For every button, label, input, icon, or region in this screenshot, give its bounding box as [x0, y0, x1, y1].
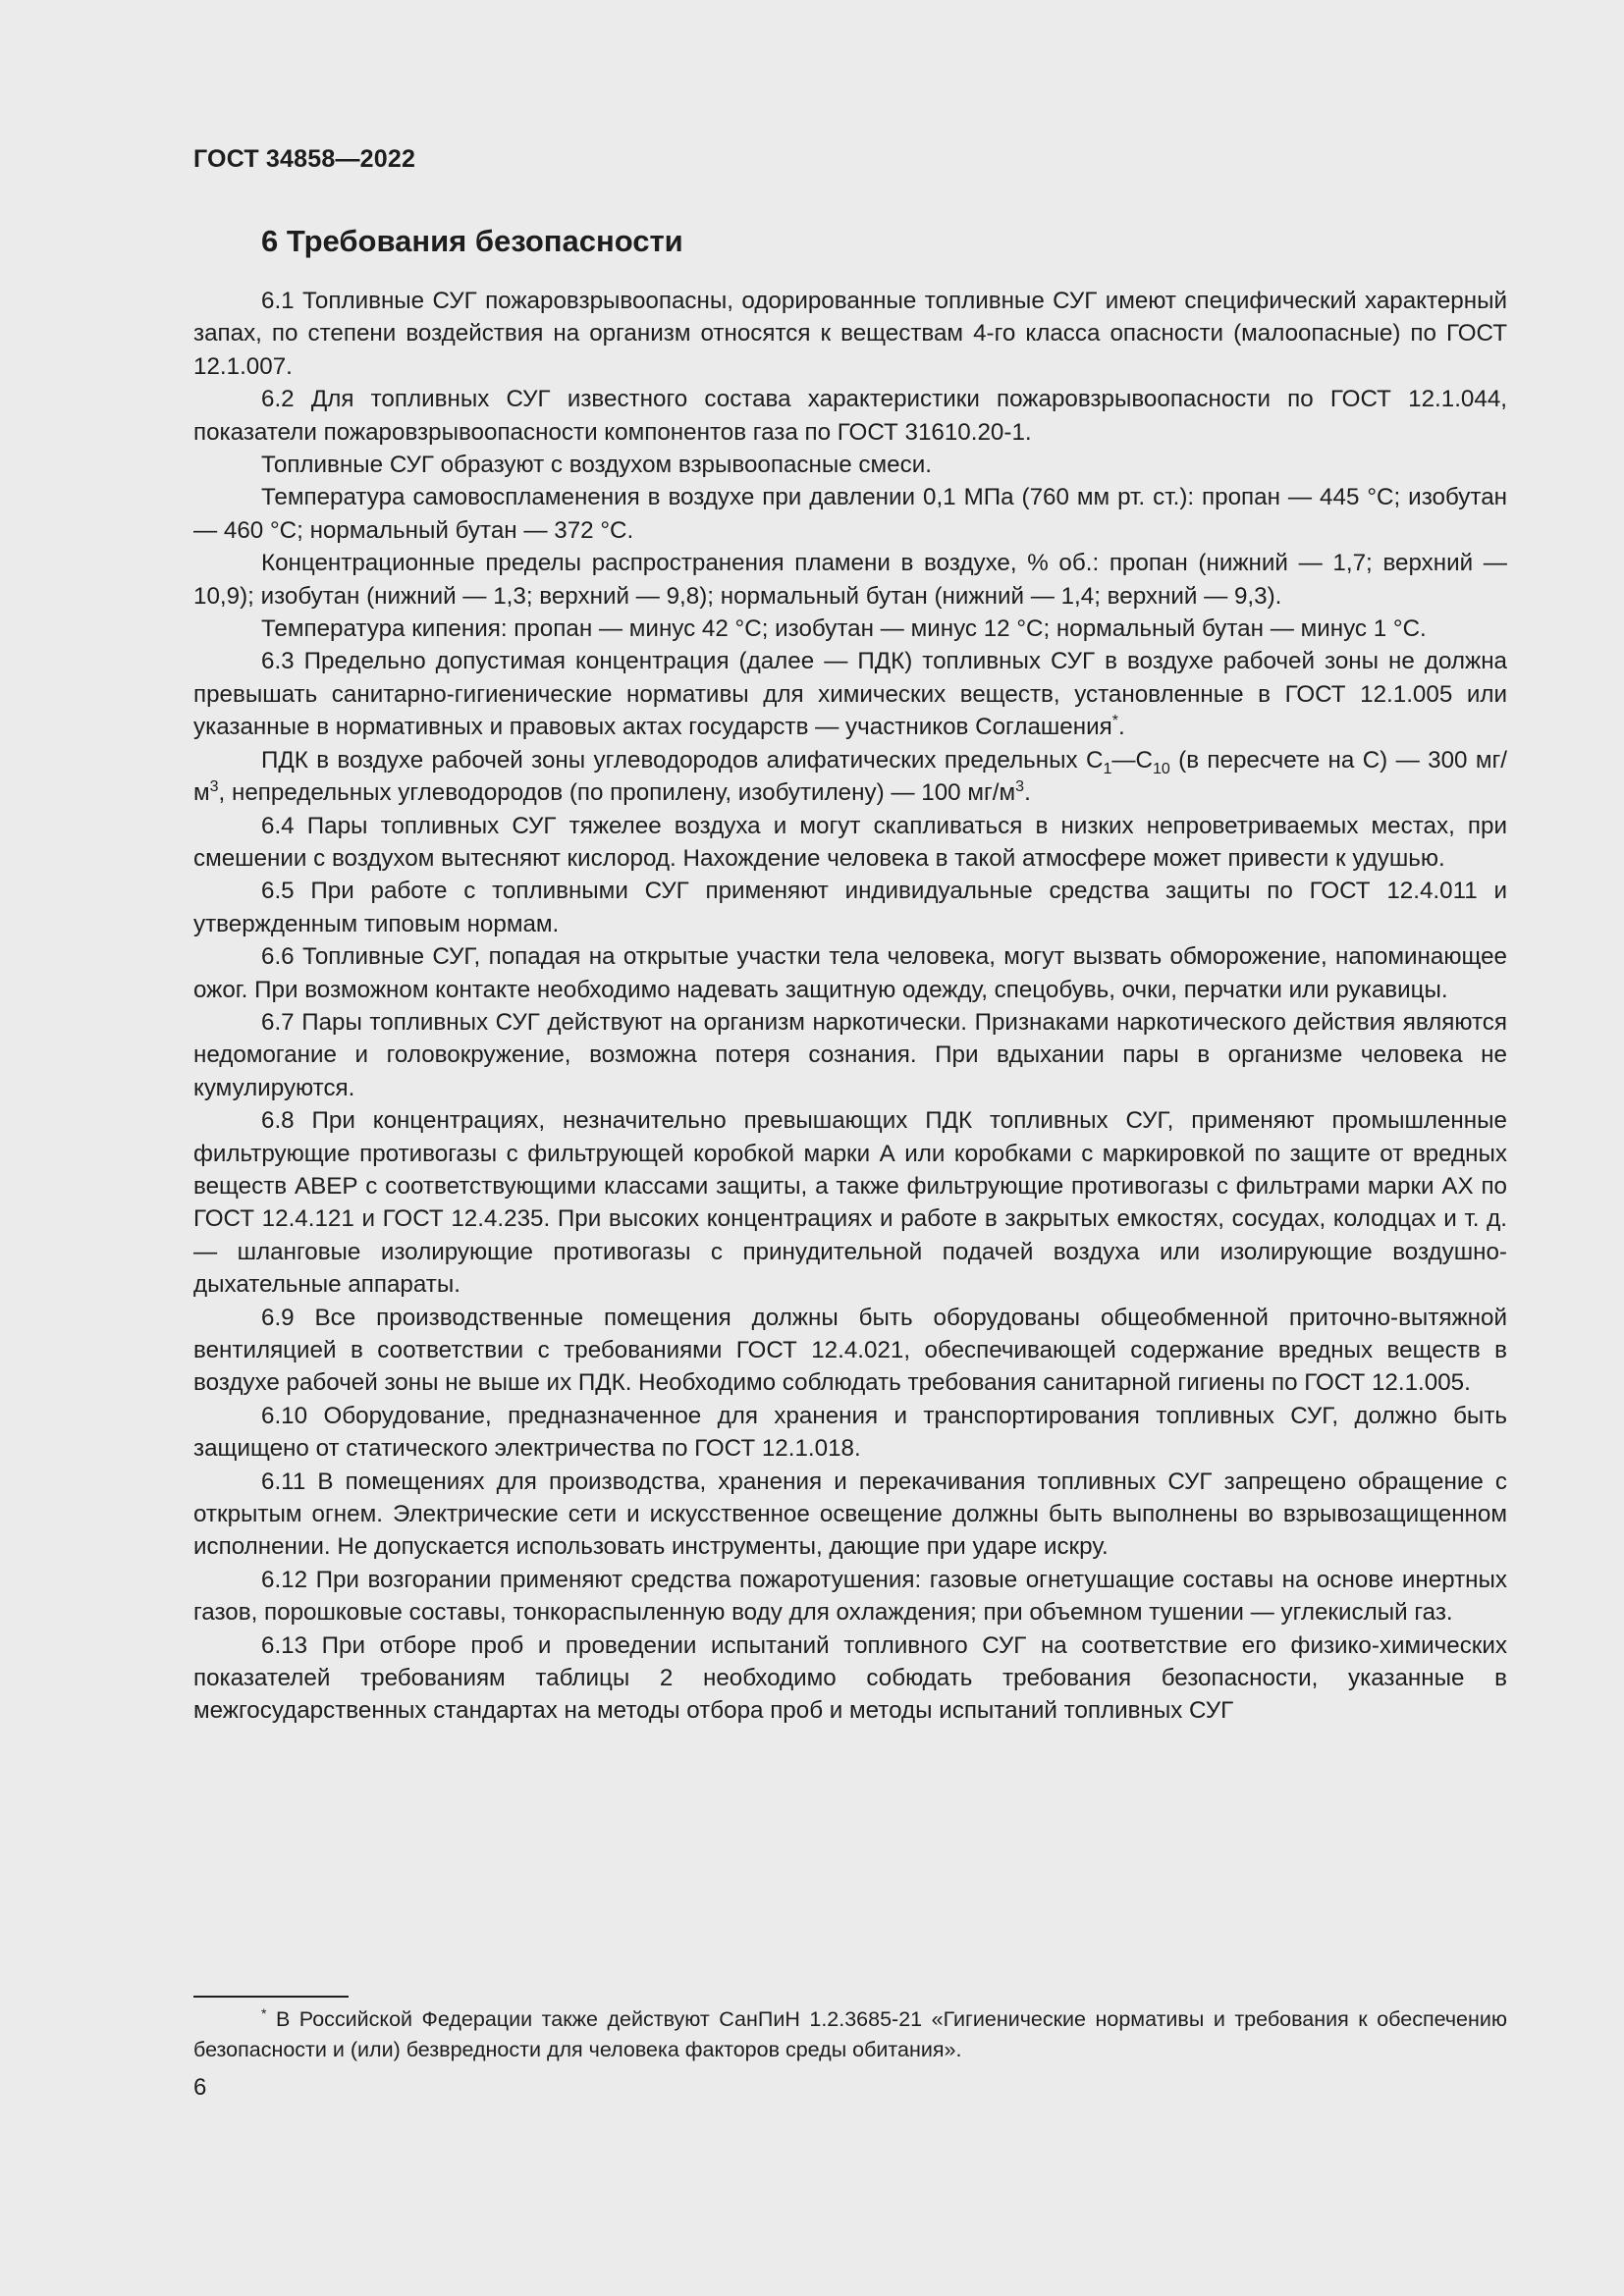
paragraph-6-12: 6.12 При возгорании применяют средства пожаротушения: газовые огнетушащие составы на основе инертных газов, порошковые составы, тонкораспыленную воду для охлаждения; при объемном тушении — углекислый газ.	[193, 1566, 1507, 1627]
page-number: 6	[193, 2074, 207, 2101]
paragraph-6-9: 6.9 Все производственные помещения должны быть оборудованы общеобменной приточно-вытяжной вентиляцией в соответствии с требованиями ГОСТ 12.4.021, обеспечивающей содержание вредных веществ в воздухе рабочей зоны не выше их ПДК. Необходимо соблюдать требования санитарной гигиены по ГОСТ 12.1.005.	[193, 1304, 1507, 1397]
paragraph-6-3	[193, 645, 1507, 743]
paragraph-6-11: 6.11 В помещениях для производства, хранения и перекачивания топливных СУГ запрещено обращение с открытым огнем. Электрические сети и искусственное освещение должны быть выполнены во взрывозащищенном исполнении. Не допускается использовать инструменты, дающие при ударе искру.	[193, 1468, 1507, 1561]
footnote	[193, 2004, 1507, 2065]
subscript: 1	[1103, 760, 1112, 777]
superscript: 3	[1015, 778, 1025, 796]
superscript: 3	[209, 778, 219, 796]
paragraph-6-10: 6.10 Оборудование, предназначенное для хранения и транспортирования топливных СУГ, должно быть защищено от статического электричества по ГОСТ 12.1.018.	[193, 1402, 1507, 1463]
pdk-text-part: (в пересчете на С) — 300 мг/м	[193, 746, 1507, 807]
subscript: 10	[1153, 760, 1170, 777]
footnote-text: В Российской Федерации также действуют СанПиН 1.2.3685-21 «Гигиенические нормативы и требования к обеспечению безопасности и (или) безвредности для человека факторов среды обитания».	[193, 2007, 1507, 2061]
paragraph-6-5: 6.5 При работе с топливными СУГ применяют индивидуальные средства защиты по ГОСТ 12.4.011 и утвержденным типовым нормам.	[193, 878, 1507, 937]
paragraph-6-8: 6.8 При концентрациях, незначительно превышающих ПДК топливных СУГ, применяют промышленные фильтрующие противогазы с фильтрующей коробкой марки А или коробками с маркировкой по защите от вредных веществ АВЕР с соответствующими классами защиты, а также фильтрующие противогазы с фильтрами марки АХ по ГОСТ 12.4.121 и ГОСТ 12.4.235. При высоких концентрациях и работе в закрытых емкостях, сосудах, колодцах и т. д. — шланговые изолирующие противогазы с принудительной подачей воздуха или изолирующие воздушно-дыхательные аппараты.	[193, 1107, 1507, 1299]
footnote-text-block	[193, 2004, 1507, 2065]
document-code: ГОСТ 34858—2022	[193, 145, 416, 173]
pdk-text-part: —С	[1111, 746, 1153, 774]
paragraph-6-3-end: .	[1117, 714, 1125, 741]
footnote-mark: *	[261, 2004, 267, 2021]
paragraph-6-7: 6.7 Пары топливных СУГ действуют на организм наркотически. Признаками наркотического действия являются недомогание и головокружение, возможна потеря сознания. При вдыхании пары в организме человека не кумулируются.	[193, 1008, 1507, 1101]
section-title: 6 Требования безопасности	[261, 224, 683, 258]
paragraph-boiling-temperature: Температура кипения: пропан — минус 42 °С; изобутан — минус 12 °С; нормальный бутан — минус 1 °С.	[261, 615, 1427, 643]
pdk-text-part: .	[1024, 779, 1031, 807]
paragraph-6-6: 6.6 Топливные СУГ, попадая на открытые участки тела человека, могут вызвать обморожение, напоминающее ожог. При возможном контакте необходимо надевать защитную одежду, спецобувь, очки, перчатки или рукавицы.	[193, 943, 1507, 1003]
paragraph-autoignition-temperature: Температура самовоспламенения в воздухе при давлении 0,1 МПа (760 мм рт. ст.): пропан — 445 °С; изобутан — 460 °С; нормальный бутан — 372 °С.	[193, 484, 1507, 544]
footnote-reference: *	[1111, 713, 1118, 730]
paragraph-explosive-mixtures: Топливные СУГ образуют с воздухом взрывоопасные смеси.	[261, 452, 932, 479]
paragraph-flammability-limits: Концентрационные пределы распространения пламени в воздухе, % об.: пропан (нижний — 1,7; верхний — 10,9); изобутан (нижний — 1,3; верхний — 9,8); нормальный бутан (нижний — 1,4; верхний — 9,3).	[193, 550, 1507, 610]
pdk-text-part: ПДК в воздухе рабочей зоны углеводородов алифатических предельных С	[261, 746, 1104, 774]
paragraph-6-2: 6.2 Для топливных СУГ известного состава характеристики пожаровзрывоопасности по ГОСТ 12.1.044, показатели пожаровзрывоопасности компонентов газа по ГОСТ 31610.20-1.	[193, 386, 1507, 446]
paragraph-6-1: 6.1 Топливные СУГ пожаровзрывоопасны, одорированные топливные СУГ имеют специфический характерный запах, по степени воздействия на организм относятся к веществам 4-го класса опасности (малоопасные) по ГОСТ 12.1.007.	[193, 288, 1507, 380]
paragraph-6-13: 6.13 При отборе проб и проведении испытаний топливного СУГ на соответствие его физико-химических показателей требованиям таблицы 2 необходимо собюдать требования безопасности, указанные в межгосударственных стандартах на методы отбора проб и методы испытаний топливных СУГ	[193, 1631, 1507, 1725]
pdk-text-part: , непредельных углеводородов (по пропилену, изобутилену) — 100 мг/м	[218, 779, 1016, 807]
paragraph-pdk-values	[193, 744, 1507, 810]
paragraph-6-4: 6.4 Пары топливных СУГ тяжелее воздуха и могут скапливаться в низких непроветриваемых местах, при смешении с воздухом вытесняют кислород. Нахождение человека в такой атмосфере может привести к удушью.	[193, 812, 1507, 872]
paragraph-6-3-text: 6.3 Предельно допустимая концентрация (далее — ПДК) топливных СУГ в воздухе рабочей зоны не должна превышать санитарно-гигиенические нормативы для химических веществ, установленные в ГОСТ 12.1.005 или указанные в нормативных и правовых актах государств — участников Соглашения	[193, 648, 1507, 741]
section-body	[193, 285, 1507, 1728]
footnote-divider	[193, 1996, 349, 1998]
